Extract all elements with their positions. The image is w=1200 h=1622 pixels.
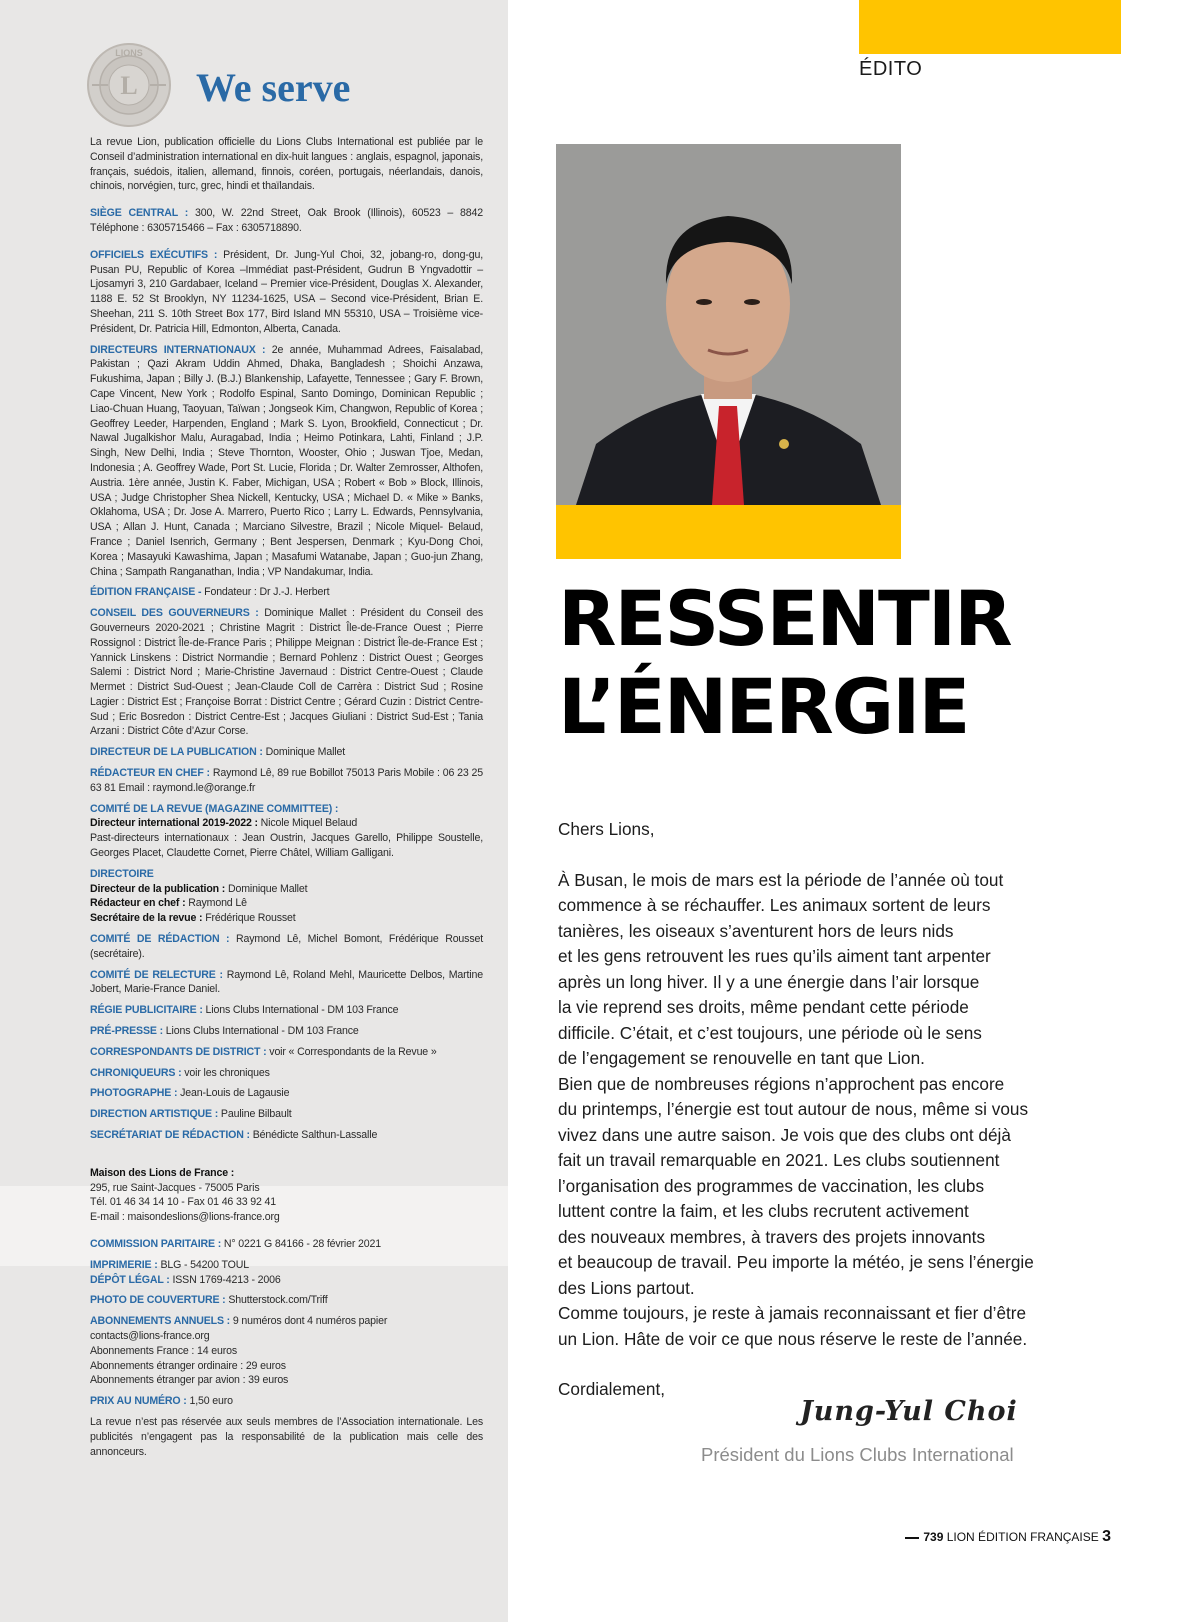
headline-line-1: RESSENTIR (558, 574, 1011, 663)
headline (558, 575, 1011, 751)
body-line: fait un travail remarquable en 2021. Les clubs soutiennent (558, 1150, 1000, 1170)
body-line: difficile. C’était, et c’est toujours, une période où le sens (558, 1022, 982, 1043)
body-line: commence à se réchauffer. Les animaux sortent de leurs (558, 895, 991, 915)
comred-entry: COMITÉ DE RÉDACTION : Raymond Lê, Michel Bomont, Frédérique Rousset (secrétaire). (90, 933, 484, 960)
closing: Cordialement, (558, 1379, 665, 1399)
body-line: Comme toujours, je reste à jamais reconnaissant et fier d’être (558, 1303, 1027, 1323)
regie-entry: RÉGIE PUBLICITAIRE : Lions Clubs International - DM 103 France (90, 1004, 399, 1017)
photo-accent-bar (556, 505, 901, 559)
corresp-entry: CORRESPONDANTS DE DISTRICT : voir « Correspondants de la Revue » (90, 1045, 437, 1058)
secred-entry: SECRÉTARIAT DE RÉDACTION : Bénédicte Salthun-Lassalle (90, 1129, 378, 1142)
edition-entry: ÉDITION FRANÇAISE - Fondateur : Dr J.-J. Herbert (90, 586, 330, 599)
dirpub-entry: DIRECTEUR DE LA PUBLICATION : Dominique Mallet (90, 746, 346, 759)
president-portrait (556, 144, 901, 505)
body-line: tanières, les oiseaux s’aventurent hors de leurs nids (558, 920, 954, 941)
dirart-entry: DIRECTION ARTISTIQUE : Pauline Bilbault (90, 1108, 292, 1121)
page-footer (905, 1528, 1111, 1546)
body-line: et les gens retrouvent les rues qu’ils aiment tant arpenter (558, 946, 991, 966)
relect-entry: COMITÉ DE RELECTURE : Raymond Lê, Roland Mehl, Mauricette Delbos, Martine Jobert, Marie-France Daniel. (90, 968, 483, 996)
paragraph-1 (558, 868, 1048, 1353)
lions-seal-logo (86, 42, 172, 128)
body-line: Bien que de nombreuses régions n’approchent pas encore (558, 1073, 1005, 1094)
couv-entry: PHOTO DE COUVERTURE : Shutterstock.com/Triff (90, 1294, 328, 1307)
article-body (558, 817, 1048, 1403)
publication-name: LION ÉDITION FRANÇAISE (946, 1530, 1099, 1544)
body-line: À Busan, le mois de mars est la période de l’année où tout (558, 869, 1004, 890)
disclaimer-text: La revue n’est pas réservée aux seuls membres de l’Association internationale. Les publicités n’engagent pas la responsabilité de la publication mais celle des annonceurs. (90, 1415, 483, 1458)
intro-text: La revue Lion, publication officielle du Lions Clubs International est publiée par le Conseil d’administration international en dix-huit langues : anglais, espagnol, japonais, français, suédois, italien, allemand, finnois, coréen, portugais, néerlandais, danois, chinois, norvégien, turc, grec, hindi et thaïlandais. (90, 136, 483, 193)
body-line: la vie reprend ses droits, même pendant cette période (558, 997, 969, 1017)
we-serve-title: We serve (196, 65, 351, 110)
directoire-entry: DIRECTOIRE Directeur de la publication : Dominique Mallet Rédacteur en chef : Raymond Lê Secrétaire de la revue : Frédérique Rousset (90, 867, 308, 925)
footer-dash (905, 1537, 919, 1539)
body-line: des nouveaux membres, à travers des projets innovants (558, 1226, 986, 1247)
svg-text:LIONS: LIONS (115, 48, 143, 58)
body-line: du printemps, l’énergie est tout autour de nous, même si vous (558, 1099, 1029, 1119)
section-label: ÉDITO (859, 58, 923, 80)
body-line: après un long hiver. Il y a une énergie dans l’air lorsque (558, 971, 980, 992)
section-tab (859, 0, 1121, 54)
body-line: vivez dans une autre saison. Je vois que des clubs ont déjà (558, 1124, 1011, 1145)
redchef-entry: RÉDACTEUR EN CHEF : Raymond Lê, 89 rue Bobillot 75013 Paris Mobile : 06 23 25 63 81 Email : raymond.le@orange.fr (90, 767, 483, 794)
greeting: Chers Lions, (558, 819, 655, 839)
compar-entry: COMMISSION PARITAIRE : N° 0221 G 84166 - 28 février 2021 (90, 1238, 382, 1250)
signature: Jung-Yul Choi (800, 1396, 1018, 1427)
body-line: des Lions partout. (558, 1277, 695, 1298)
chron-entry: CHRONIQUEURS : voir les chroniques (90, 1066, 270, 1079)
impr-entry: IMPRIMERIE : BLG - 54200 TOUL DÉPÔT LÉGAL : ISSN 1769-4213 - 2006 (90, 1258, 281, 1286)
body-line: et beaucoup de travail. Peu importe la météo, je sens l’énergie (558, 1252, 1034, 1272)
abo-entry: ABONNEMENTS ANNUELS : 9 numéros dont 4 numéros papier contacts@lions-france.org Abonnements France : 14 euros Abonnements étranger ordinaire : 29 euros Abonnements étranger par avion : 39 euros (90, 1315, 388, 1387)
body-line: l’organisation des programmes de vaccination, les clubs (558, 1175, 985, 1196)
body-line: de l’engagement se renouvelle en tant que Lion. (558, 1048, 925, 1068)
issue-number: 739 (923, 1530, 944, 1544)
author-role: Président du Lions Clubs International (701, 1444, 1014, 1465)
body-line: un Lion. Hâte de voir ce que nous réserve le reste de l’année. (558, 1328, 1028, 1349)
conseil-entry: CONSEIL DES GOUVERNEURS : Dominique Mallet : Président du Conseil des Gouverneurs 2020-2021 ; Christine Magrit : District Île-de-France Ouest ; Pierre Rossignol : District Île-de-France Paris ; Philippe Meignan : District Île-de-France Est ; Yannick Linskens : District Normandie ; Bernard Pohlenz : District Ouest ; Georges Salemi : District Nord ; Marie-Christine Javernaud : District Centre-Ouest ; Claude Mermet : District Sud-Ouest ; Jean-Claude Coll de Carrèra : District Sud ; Rosine Lagier : District Est ; Françoise Borrat : District Centre ; Gérard Cuzin : District Centre-Sud ; Eric Bosredon : District Centre-Est ; Jacques Giuliani : District Sud-Est ; Tania Arzani : District Côte d’Azur Corse. (90, 607, 483, 738)
page-number: 3 (1102, 1528, 1111, 1545)
directeurs-entry: DIRECTEURS INTERNATIONAUX : 2e année, Muhammad Adrees, Faisalabad, Pakistan ; Qazi Akram Uddin Ahmed, Dhaka, Bangladesh ; Shoichi Anzawa, Fukushima, Japan ; Billy J. (B.J.) Blankenship, Lafayette, Tennessee ; Gary F. Brown, Cape Vincent, New York ; Rodolfo Espinal, Santo Domingo, Dominican Republic ; Liao-Chuan Huang, Taoyuan, Taïwan ; Jongseok Kim, Changwon, Republic of Korea ; Geoffrey Leeder, Harpenden, England ; Mark S. Lyon, Brookfield, Connecticut ; Dr. Nawal Jugalkishor Malu, Auragabad, India ; Heimo Potinkara, Lahti, Finland ; J.P. Singh, New Delhi, India ; Steve Thornton, Wooster, Ohio ; Juswan Tjoe, Medan, Indonesia ; A. Geoffrey Wade, Port St. Lucie, Florida ; Dr. Walter Zemrosser, Althofen, Austria. 1ère année, Justin K. Faber, Michigan, USA ; Robert « Bob » Block, Illinois, USA ; Judge Christopher Shea Nickell, Kentucky, USA ; Michael D. « Mike » Banks, Oklahoma, USA ; Dr. Jose A. Marrero, Puerto Rico ; Larry L. Edwards, Pennsylvania, USA ; Allan J. Hunt, Canada ; Marciano Silvestre, Brazil ; Nicole Miquel- Belaud, France ; Daniel Isenrich, Germany ; Bent Jespersen, Denmark ; Kyu-Dong Choi, Korea ; Masayuki Kawashima, Japan ; Masafumi Watanabe, Japan ; Guo-jun Zhang, China ; Sampath Ranganathan, India ; VP Nandakumar, India. (90, 343, 483, 578)
officiels-entry: OFFICIELS EXÉCUTIFS : Président, Dr. Jung-Yul Choi, 32, jobang-ro, dong-gu, Pusan PU, Republic of Korea –Immédiat past-Président, Gudrun B Yngvadottir – Ljosamyri 3, 210 Gardabaer, Iceland – Premier vice-Président, Douglas X. Alexander, 1188 E. 52 St Brooklyn, NY 11234-1625, USA – Second vice-Président, Brian E. Sheehan, 211 S. 10th Street Box 177, Bird Island MN 55310, USA – Troisième vice-Président, Dr. Patricia Hill, Edmonton, Alberta, Canada. (90, 248, 483, 335)
siege-entry: SIÈGE CENTRAL : 300, W. 22nd Street, Oak Brook (Illinois), 60523 – 8842 Téléphone : 6305715466 – Fax : 6305718890. (90, 207, 484, 234)
comite-entry: COMITÉ DE LA REVUE (MAGAZINE COMMITTEE) : Directeur international 2019-2022 : Nicole Miquel Belaud Past-directeurs internationaux : Jean Oustrin, Jacques Garello, Philippe Soustelle, Georges Placet, Claudette Cornet, Pierre Châtel, William Galligani. (90, 802, 483, 860)
maison-entry: Maison des Lions de France : 295, rue Saint-Jacques - 75005 Paris Tél. 01 46 34 14 10 - Fax 01 46 33 92 41 E-mail : maisondeslions@lions-france.org (90, 1166, 280, 1224)
prepresse-entry: PRÉ-PRESSE : Lions Clubs International - DM 103 France (90, 1025, 359, 1038)
body-line: luttent contre la faim, et les clubs recrutent activement (558, 1201, 969, 1221)
svg-text:L: L (120, 71, 138, 100)
photo-entry: PHOTOGRAPHE : Jean-Louis de Lagausie (90, 1087, 290, 1100)
masthead-text (90, 135, 483, 1465)
headline-line-2: L’ÉNERGIE (558, 662, 969, 751)
prix-entry: PRIX AU NUMÉRO : 1,50 euro (90, 1395, 233, 1408)
